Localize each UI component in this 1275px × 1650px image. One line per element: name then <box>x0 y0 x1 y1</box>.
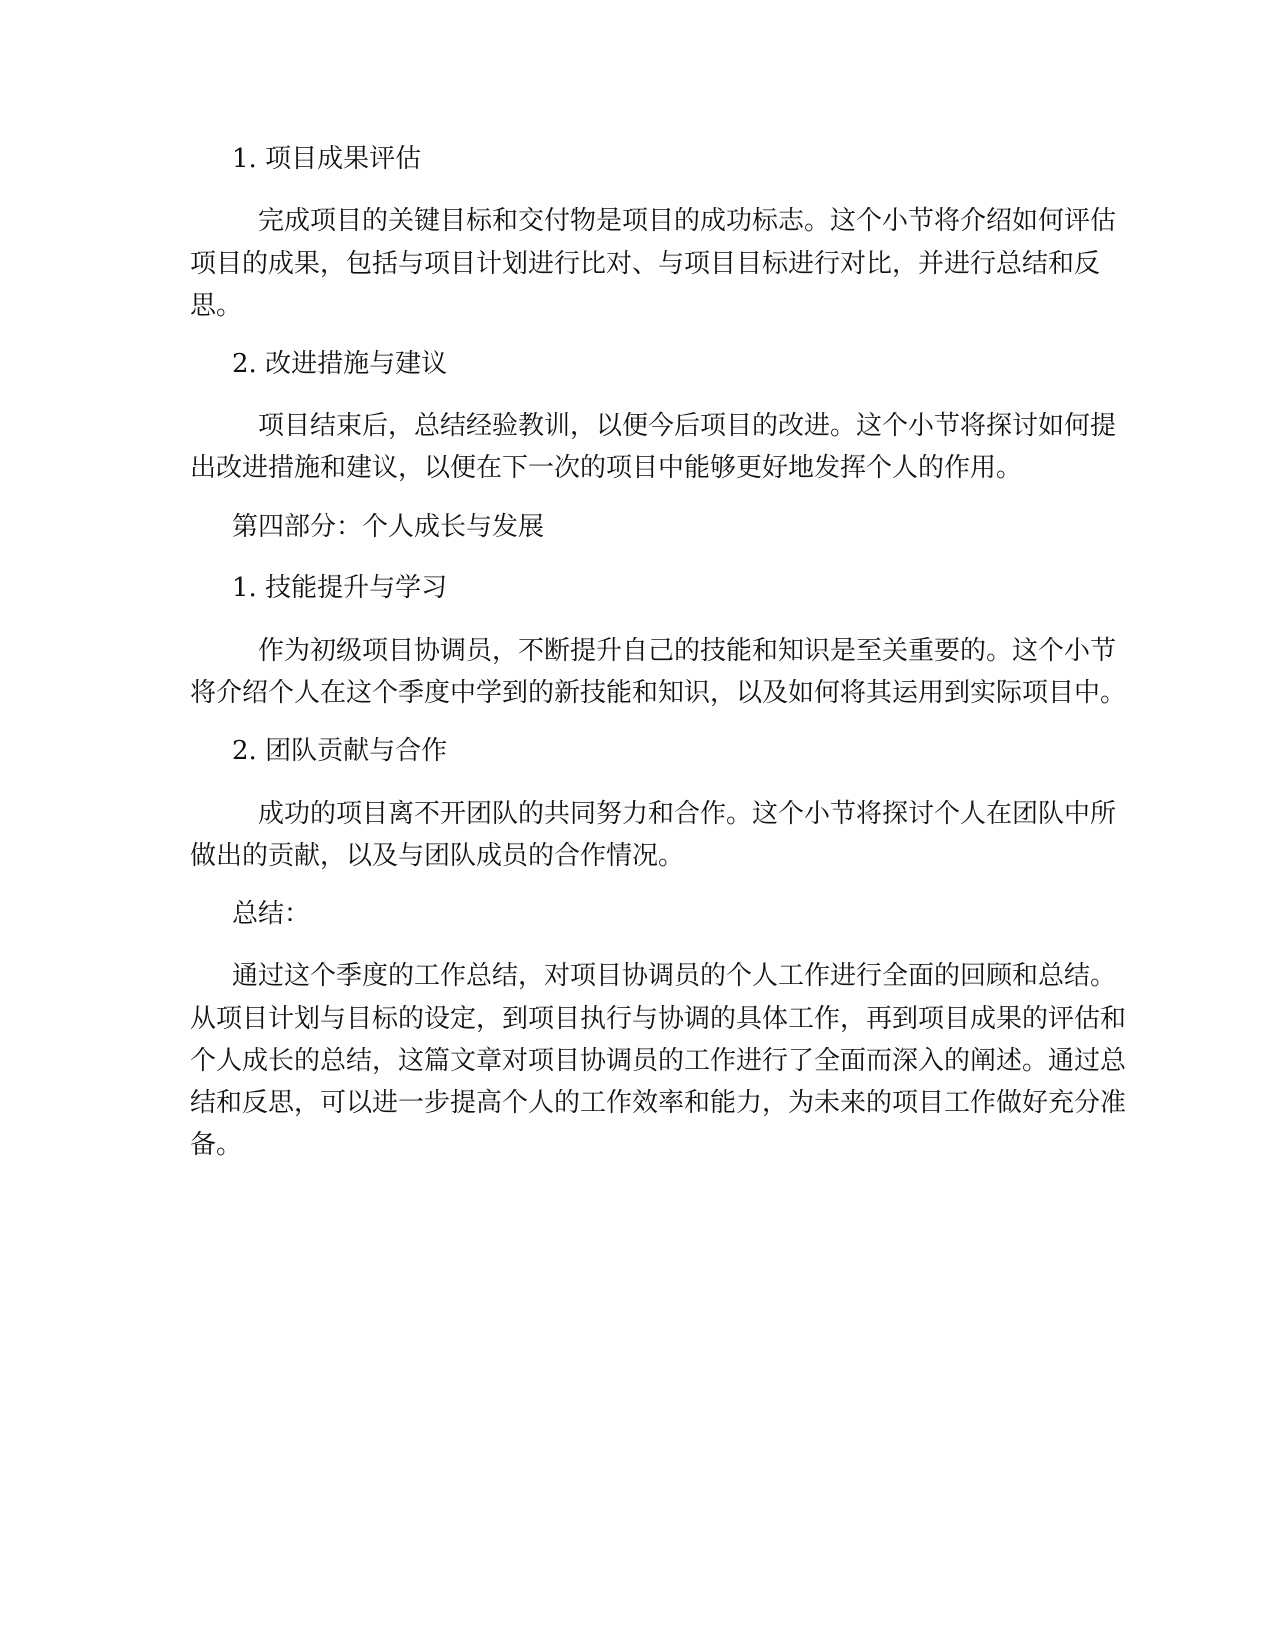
item-heading-team-contribution: 2. 团队贡献与合作 <box>232 736 448 766</box>
paragraph-line: 结和反思，可以进一步提高个人的工作效率和能力，为未来的项目工作做好充分准 <box>190 1088 1127 1118</box>
paragraph-line: 完成项目的关键目标和交付物是项目的成功标志。这个小节将介绍如何评估 <box>258 206 1117 236</box>
paragraph-line: 从项目计划与目标的设定，到项目执行与协调的具体工作，再到项目成果的评估和 <box>190 1004 1127 1034</box>
item-heading-improvement-suggestions: 2. 改进措施与建议 <box>232 349 448 379</box>
item-heading-skill-learning: 1. 技能提升与学习 <box>232 573 448 603</box>
paragraph-line: 作为初级项目协调员，不断提升自己的技能和知识是至关重要的。这个小节 <box>258 636 1117 666</box>
paragraph-line: 项目结束后，总结经验教训，以便今后项目的改进。这个小节将探讨如何提 <box>258 411 1117 441</box>
paragraph-line: 思。 <box>190 291 243 321</box>
paragraph-line: 出改进措施和建议，以便在下一次的项目中能够更好地发挥个人的作用。 <box>190 453 1023 483</box>
paragraph-line: 成功的项目离不开团队的共同努力和合作。这个小节将探讨个人在团队中所 <box>258 799 1117 829</box>
paragraph-line: 通过这个季度的工作总结，对项目协调员的个人工作进行全面的回顾和总结。 <box>232 961 1117 991</box>
paragraph-line: 将介绍个人在这个季度中学到的新技能和知识，以及如何将其运用到实际项目中。 <box>190 678 1127 708</box>
paragraph-line: 做出的贡献，以及与团队成员的合作情况。 <box>190 841 685 871</box>
paragraph-line: 备。 <box>190 1130 243 1160</box>
paragraph-line: 个人成长的总结，这篇文章对项目协调员的工作进行了全面而深入的阐述。通过总 <box>190 1046 1127 1076</box>
section-title-personal-growth: 第四部分：个人成长与发展 <box>232 512 545 542</box>
paragraph-line: 项目的成果，包括与项目计划进行比对、与项目目标进行对比，并进行总结和反 <box>190 249 1101 279</box>
item-heading-outcome-evaluation: 1. 项目成果评估 <box>232 144 422 174</box>
summary-title: 总结： <box>232 899 311 929</box>
